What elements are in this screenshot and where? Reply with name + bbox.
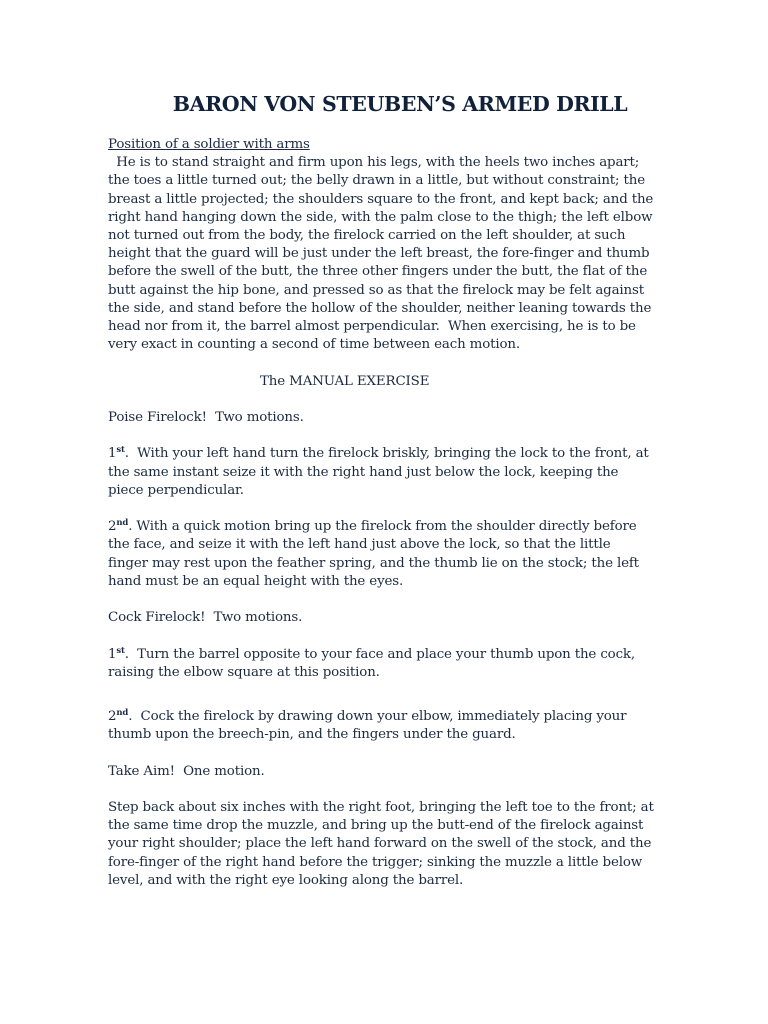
aim-line: fore-finger of the right hand before the trigger; sinking the muzzle a little below	[108, 854, 643, 870]
ordinal-number: 1	[108, 646, 117, 662]
intro-line: the side, and stand before the hollow of the shoulder, neither leaning towards the	[108, 300, 652, 316]
motion-line: piece perpendicular.	[108, 482, 244, 498]
poise-second-motion	[108, 518, 683, 536]
intro-line: very exact in counting a second of time between each motion.	[108, 337, 520, 353]
document-title: BARON VON STEUBEN’S ARMED DRILL	[172, 92, 628, 116]
aim-command: Take Aim! One motion.	[108, 763, 265, 779]
aim-line: level, and with the right eye looking along the barrel.	[108, 872, 464, 888]
cock-first-motion	[108, 646, 683, 664]
ordinal-suffix: nd	[116, 518, 129, 529]
ordinal-suffix: nd	[116, 708, 129, 718]
motion-line: the same instant seize it with the right hand just below the lock, keeping the	[108, 464, 619, 480]
motion-line: finger may rest upon the feather spring, and the thumb lie on the stock; the left	[108, 555, 639, 571]
motion-text: . Cock the firelock by drawing down your elbow, immediately placing your	[128, 709, 627, 724]
ordinal-number: 1	[108, 446, 117, 462]
intro-line: breast a little projected; the shoulders square to the front, and kept back; and the	[108, 191, 654, 207]
intro-line: He is to stand straight and firm upon his legs, with the heels two inches apart;	[108, 155, 640, 171]
motion-line: hand must be an equal height with the eyes.	[108, 573, 404, 589]
aim-line: the same time drop the muzzle, and bring up the butt-end of the firelock against	[108, 818, 644, 834]
ordinal-suffix: st	[116, 445, 125, 456]
intro-line: right hand hanging down the side, with the palm close to the thigh; the left elbow	[108, 209, 653, 225]
section-heading: Position of a soldier with arms	[108, 137, 310, 152]
poise-command: Poise Firelock! Two motions.	[108, 410, 304, 426]
cock-second-motion	[108, 708, 683, 726]
motion-text: . Turn the barrel opposite to your face and place your thumb upon the cock,	[124, 646, 635, 662]
motion-line: raising the elbow square at this position.	[108, 664, 380, 680]
motion-text: . With a quick motion bring up the firelock from the shoulder directly before	[128, 519, 637, 535]
cock-command: Cock Firelock! Two motions.	[108, 610, 303, 626]
motion-line: thumb upon the breech-pin, and the fingers under the guard.	[108, 727, 516, 743]
intro-line: not turned out from the body, the firelock carried on the left shoulder, at such	[108, 228, 626, 244]
poise-first-motion	[108, 445, 683, 463]
intro-line: head nor from it, the barrel almost perpendicular. When exercising, he is to be	[108, 319, 636, 335]
aim-line: your right shoulder; place the left hand forward on the swell of the stock, and the	[108, 836, 652, 852]
intro-line: butt against the hip bone, and pressed so as that the firelock may be felt against	[108, 282, 644, 298]
manual-exercise-heading: The MANUAL EXERCISE	[260, 373, 430, 389]
ordinal-suffix: st	[116, 645, 125, 656]
aim-line: Step back about six inches with the right foot, bringing the left toe to the front; at	[108, 799, 654, 815]
motion-line: the face, and seize it with the left hand just above the lock, so that the little	[108, 537, 611, 553]
intro-line: height that the guard will be just under the left breast, the fore-finger and thumb	[108, 246, 650, 262]
motion-text: . With your left hand turn the firelock briskly, bringing the lock to the front, at	[124, 446, 649, 462]
intro-line: the toes a little turned out; the belly drawn in a little, but without constraint; the	[108, 173, 645, 189]
ordinal-number: 2	[108, 709, 117, 724]
document-body	[108, 136, 683, 890]
ordinal-number: 2	[108, 519, 117, 535]
intro-line: before the swell of the butt, the three other fingers under the butt, the flat of the	[108, 264, 648, 280]
